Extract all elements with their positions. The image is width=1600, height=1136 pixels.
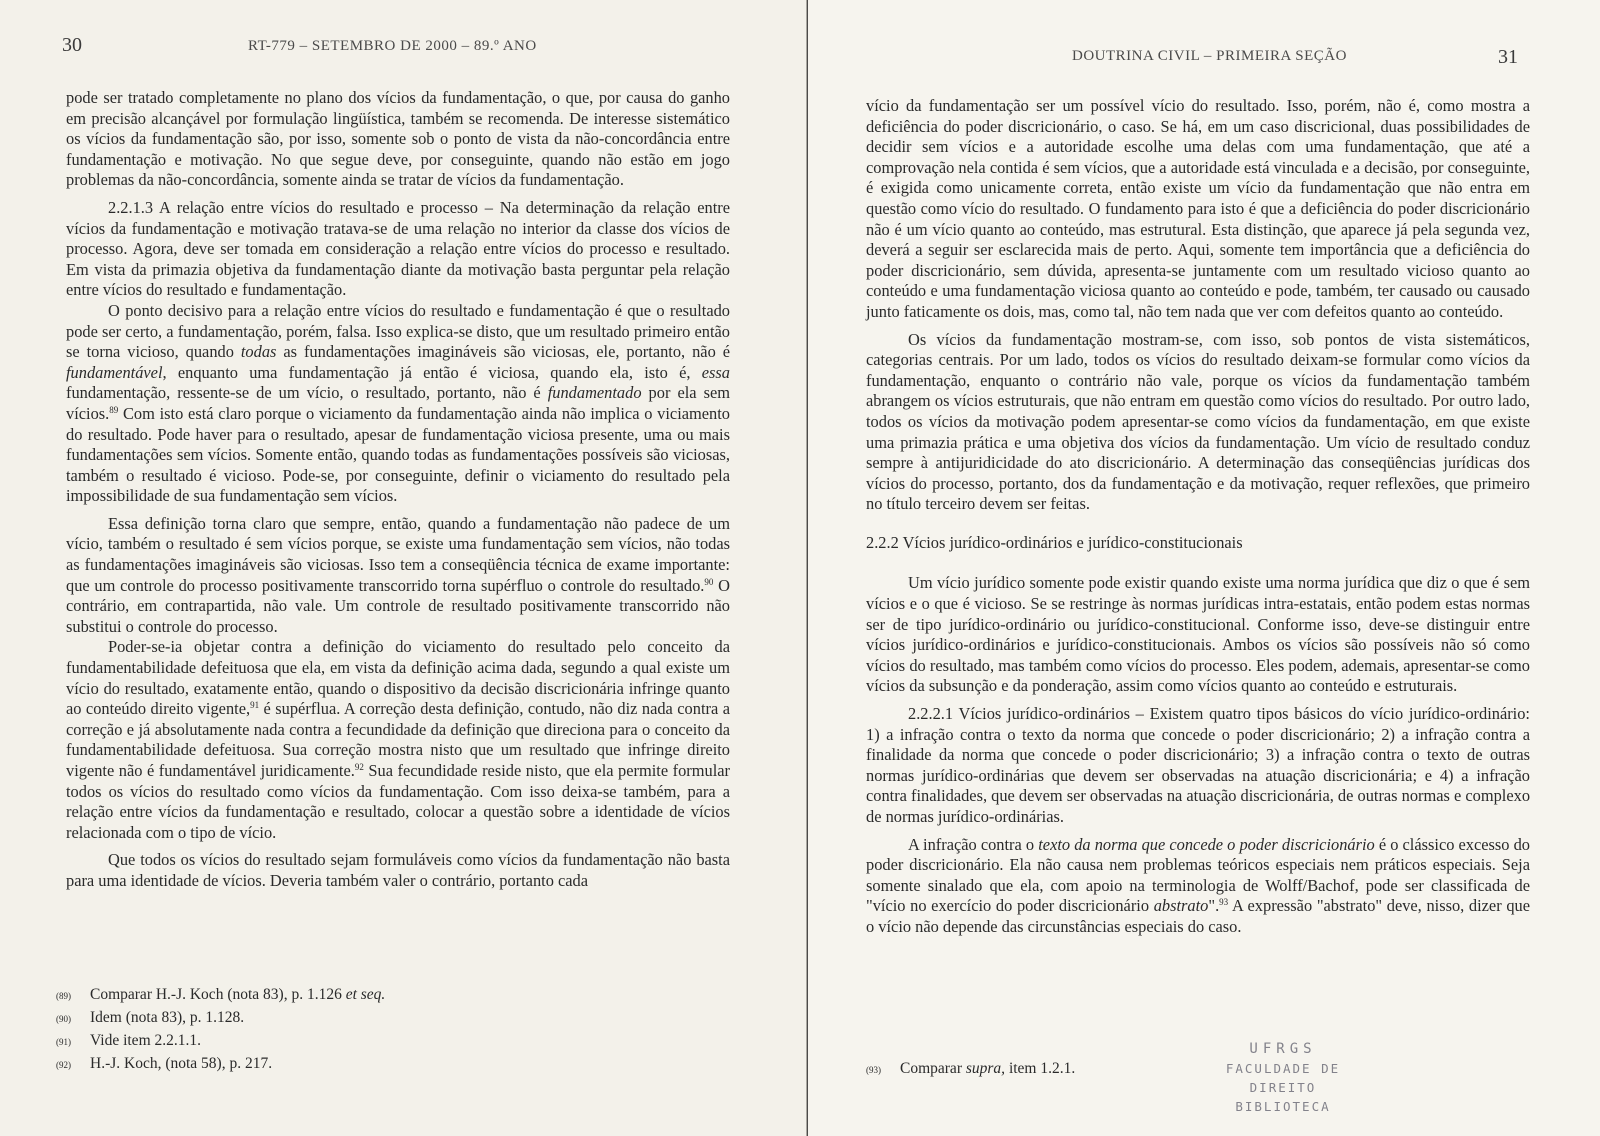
- paragraph: O ponto decisivo para a relação entre vícios do resultado e fundamentação é que o resultado pode ser certo, a fundamentação, porém, falsa. Isso explica-se disto, que um resultado primeiro então se torna vicioso, quando todas as fundamentações imagináveis são viciosas, ele, portanto, não é fundamentável, enquanto uma fundamentação já então é viciosa, quando ela, isto é, essa fundamentação, ressente-se de um vício, o resultado, portanto, não é fundamentado por ela sem vícios.$^{89}$ Com isto está claro porque o viciamento da fundamentação ainda não implica o viciamento do resultado. Pode haver para o resultado, apesar de fundamentação viciosa presente, uma ou mais fundamentações sem vícios. Somente então, quando todas as fundamentações possíveis são viciosas, também o resultado é vicioso. Pode-se, por conseguinte, definir o viciamento do resultado pela impossibilidade de sua fundamentação sem vícios.: [66, 300, 730, 506]
- footnote-text: Comparar: [900, 1060, 962, 1077]
- footnote-ref: 92: [354, 762, 364, 772]
- footnote-text: Comparar H.-J. Koch (nota 83), p. 1.126: [90, 986, 342, 1003]
- paragraph-part: A infração contra o: [908, 834, 1035, 854]
- section-heading: 2.2.2 Vícios jurídico-ordinários e jurídico-constitucionais: [866, 532, 1243, 552]
- right-page: [808, 0, 1600, 1136]
- footnote-ref: 93: [1219, 897, 1229, 908]
- footnote: [56, 1053, 716, 1076]
- emphasis: fundamentado: [547, 383, 642, 403]
- page-number: 31: [1498, 46, 1518, 68]
- stamp-line: FACULDADE DE DIREITO: [1225, 1061, 1341, 1095]
- footnote-ref: 89: [109, 404, 119, 415]
- footnote: [56, 1030, 716, 1053]
- emphasis: fundamentável: [66, 362, 163, 382]
- body-text: [866, 96, 1530, 938]
- running-head: DOUTRINA CIVIL – PRIMEIRA SEÇÃO: [1072, 48, 1347, 64]
- paragraph: Os vícios da fundamentação mostram-se, com isso, sob pontos de vista sistemáticos, categorias centrais. Por um lado, todos os vícios do resultado deixam-se formular como vícios da fundamentação, enquanto o contrário não vale, porque os vícios da fundamentação também abrangem os vícios estruturais, que não entram em questão como vícios do resultado. Por outro lado, todos os vícios da motivação podem apresentar-se como vícios da fundamentação, em que existe uma primazia prática e uma objetiva dos vícios da fundamentação. Um vício de resultado conduz sempre à antijuridicidade do ato discricionário. A determinação das conseqüências jurídicas dos vícios do processo, portanto, dos da fundamentação e da motivação, requer reflexões, que primeiro no título terceiro devem ser feitas.: [866, 329, 1530, 514]
- footnote-text: Idem (nota 83), p. 1.128.: [90, 1009, 245, 1026]
- paragraph: 2.2.2.1 Vícios jurídico-ordinários – Existem quatro tipos básicos do vício jurídico-ordinário: 1) a infração contra o texto da norma que concede o poder discricionário; 2) a infração contra a finalidade da norma que concede o poder discricionário; 3) a infração contra o texto de outras normas jurídico-ordinárias que devem ser observadas na atuação discricionária; e 4) a infração contra finalidades, que devem ser observadas na atuação discricionária, de outras normas e complexo de normas jurídico-ordinárias.: [866, 704, 1531, 826]
- footnote-number: (92): [56, 1060, 71, 1070]
- footnote-number: (89): [56, 991, 71, 1001]
- footnote: [56, 984, 716, 1007]
- paragraph: [66, 514, 730, 638]
- stamp-line: BIBLIOTECA: [1235, 1099, 1331, 1114]
- footnote-number: (90): [56, 1014, 71, 1024]
- footnote-number: (91): [56, 1037, 71, 1047]
- footnote-text: supra,: [965, 1060, 1006, 1077]
- page-number: 30: [62, 34, 82, 56]
- emphasis: abstrato: [1153, 896, 1209, 916]
- paragraph: [66, 637, 730, 843]
- paragraph: vício da fundamentação ser um possível vício do resultado. Isso, porém, não é, como mostra a deficiência do poder discricionário, o caso. Se há, em um caso discricional, duas possibilidades de decidir sem vícios e a autoridade escolhe uma delas com uma fundamentação, que até a comprovação nela contida é sem vícios, que a autoridade está vinculada e a decisão, por conseguinte, é exigida como unicamente correta, então existe um vício da fundamentação que não entra em questão como vício do resultado. O fundamento para isto é que a deficiência do poder discricionário não é um vício quanto ao conteúdo, mas estrutural. Esta distinção, que aparece já pela segunda vez, deverá a seguir ser esclarecida mais de perto. Aqui, somente tem importância que a deficiência do poder discricionário, sem dúvida, apresenta-se juntamente com um resultado vicioso quanto ao conteúdo e uma fundamentação viciosa quanto ao conteúdo e pode, também, ter causado ou causado junto faticamente os dois, mas, como tal, não tem nada que ver com defeitos quanto ao conteúdo.: [866, 96, 1530, 321]
- footnote-text: et seq.: [345, 986, 386, 1003]
- body-text: [66, 88, 730, 892]
- emphasis: texto da norma que concede o poder discricionário: [1038, 834, 1375, 854]
- running-head: RT-779 – SETEMBRO DE 2000 – 89.º ANO: [248, 38, 537, 54]
- paragraph: 2.2.1.3 A relação entre vícios do resultado e processo – Na determinação da relação entre vícios da fundamentação e motivação tratava-se de uma relação no interior da classe dos vícios de processo. Agora, deve ser tomada em consideração a relação entre vícios do processo e resultado. Em vista da primazia objetiva da fundamentação diante da motivação basta perguntar pela relação entre vícios do resultado e fundamentação.: [66, 197, 730, 300]
- footnote: [56, 1007, 716, 1030]
- emphasis: todas: [240, 342, 277, 362]
- paragraph-part: é o clássico excesso do poder discricionário. Ela não causa nem problemas teóricos especiais nem práticos especiais. Seja somente sinalado que ela, com apoio na terminologia de Wolff/Bachof, pode ser classificada de "vício no exercício do poder discricionário: [866, 834, 1531, 916]
- paragraph-part: Essa definição torna claro que sempre, então, quando a fundamentação não padece de um vício, também o resultado é sem vícios porque, se existe uma fundamentação sem vícios, não todas as fundamentações imagináveis são viciosas. Isso tem a conseqüência técnica de exame importante: que um controle do processo positivamente transcorrido torna supérfluo o controle do resultado.: [66, 513, 730, 595]
- footnote-text: H.-J. Koch, (nota 58), p. 217.: [90, 1055, 273, 1072]
- footnote-text: item 1.2.1.: [1008, 1060, 1076, 1077]
- paragraph: Que todos os vícios do resultado sejam formuláveis como vícios da fundamentação não basta para uma identidade de vícios. Deveria também valer o contrário, portanto cada: [66, 850, 730, 890]
- paragraph-part: ".: [1208, 896, 1220, 916]
- library-stamp: [1188, 1040, 1378, 1116]
- paragraph-part: O contrário, em contrapartida, não vale. Um controle de resultado positivamente transcorrido não substitui o controle do processo.: [66, 575, 730, 636]
- paragraph-part: Poder-se-ia objetar contra a definição do viciamento do resultado pelo conceito da fundamentabilidade defeituosa que ela, em vista da definição acima dada, segundo a qual existe um vício do resultado, exatamente então, quando o dispositivo da decisão discricionária infringe quanto ao conteúdo direito vigente,: [66, 637, 730, 719]
- paragraph-part: é supérflua. A correção desta definição, contudo, não diz nada contra a correção e já absolutamente nada contra a fecundidade da definição que direciona para o conceito da fundamentabilidade defeituosa. Sua correção mostra nisto que um resultado que infringe direito vigente não é fundamentável juridicamente.: [66, 699, 730, 780]
- paragraph-part: A expressão "abstrato" deve, nisso, dizer que o vício não depende das circunstâncias especiais do caso.: [866, 896, 1530, 936]
- stamp-line: UFRGS: [1249, 1041, 1317, 1057]
- emphasis: essa: [701, 362, 730, 382]
- footnote-ref: 90: [704, 576, 714, 587]
- paragraph-part: Sua fecundidade reside nisto, que ela permite formular todos os vícios do resultado como vícios da fundamentação. Com isso deixa-se também, para a relação entre vícios da fundamentação e resultado, colocar a questão sobre a identidade de vícios relacionada com o tipo de vício.: [66, 761, 730, 842]
- paragraph: [866, 835, 1530, 938]
- footnote-ref: 91: [250, 700, 260, 711]
- footnote-text: Vide item 2.2.1.1.: [90, 1032, 201, 1049]
- paragraph-part: Com isto está claro porque o viciamento da fundamentação ainda não implica o viciamento do resultado. Pode haver para o resultado, apesar de fundamentação viciosa presente, uma ou mais fundamentações sem vícios. Somente então, quando todas as fundamentações possíveis são viciosas, também o resultado é vicioso. Pode-se, por conseguinte, definir o viciamento do resultado pela impossibilidade de sua fundamentação sem vícios.: [66, 403, 730, 506]
- footnotes: [56, 984, 716, 1076]
- footnote-number: (93): [866, 1065, 881, 1075]
- paragraph: pode ser tratado completamente no plano dos vícios da fundamentação, o que, por causa do ganho em precisão alcançável por formulação lingüística, também se recomenda. De interesse sistemático os vícios da fundamentação são, por isso, somente sob o ponto de vista da não-concordância entre fundamentação e motivação. No que segue deve, por conseguinte, quando não estão em jogo problemas da não-concordância, somente ainda se tratar de vícios da fundamentação.: [66, 88, 730, 190]
- paragraph: Um vício jurídico somente pode existir quando existe uma norma jurídica que diz o que é sem vícios e o que é vicioso. Se se restringe às normas jurídicas intra-estatais, então podem estas normas ser de tipo jurídico-ordinário ou jurídico-constitucional. Conforme isso, deve-se distinguir entre vícios jurídico-ordinários e jurídico-constitucionais. Ambos os vícios são possíveis não só como vícios do resultado, mas também como vícios do processo. Eles podem, ademais, apresentar-se como vícios da subsunção e da ponderação, assim como vícios quanto ao conteúdo e estruturais.: [866, 573, 1530, 696]
